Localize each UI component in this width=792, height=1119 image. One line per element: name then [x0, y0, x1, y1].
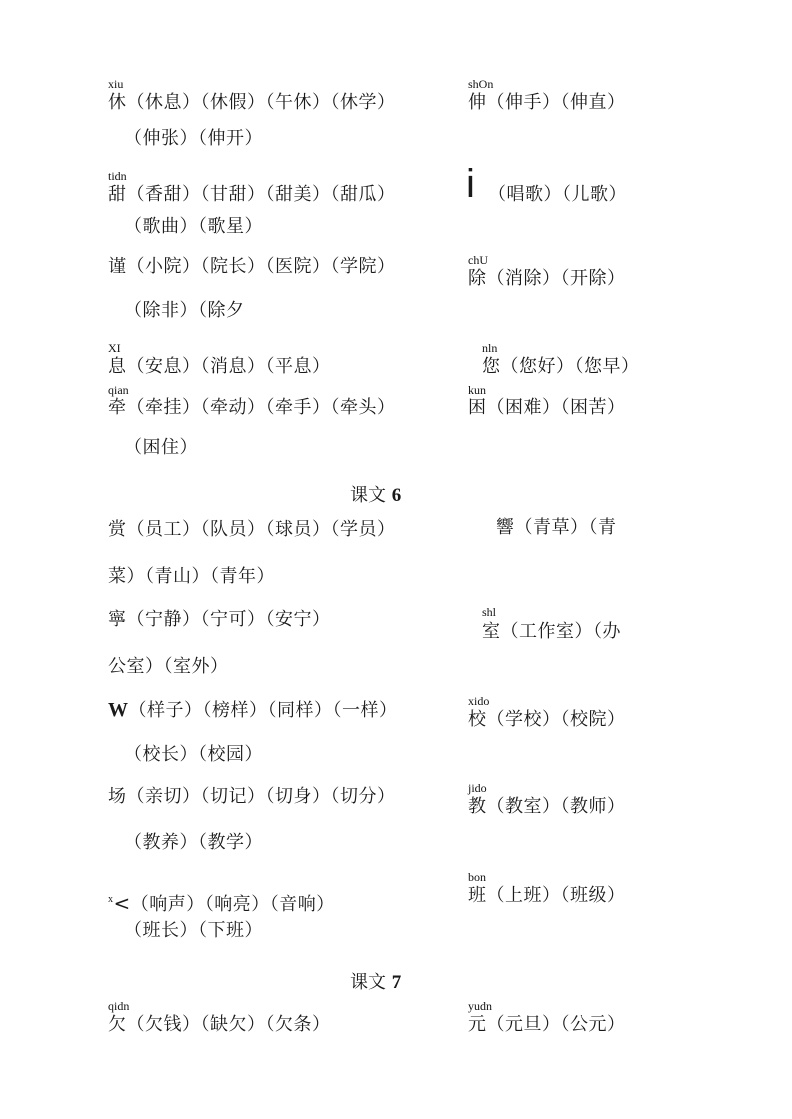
pinyin-ban: bon	[468, 870, 486, 884]
entry-xiang-line2: （班长）（下班）	[124, 920, 263, 941]
entry-yang-line1	[108, 699, 398, 722]
entry-shi-line1: 室（工作室）（办	[482, 621, 621, 642]
entry-nin-line1: 您（您好）（您早）	[482, 356, 640, 377]
pinyin-shen: shOn	[468, 77, 494, 91]
entry-ge-line1: （唱歌）（儿歌）	[488, 184, 627, 205]
glyph-xiang-sup: x	[108, 894, 114, 905]
pinyin-chu: chU	[468, 253, 488, 267]
entry-tian-line1: 甜（香甜）（甘甜）（甜美）（甜瓜）	[108, 184, 396, 205]
lesson-6-label: 课文	[350, 485, 386, 506]
entry-xiu-line2: （伸张）（伸开）	[124, 128, 263, 149]
entry-ning-line2: 公室）（室外）	[108, 656, 229, 677]
entry-xiao-line1: 校（学校）（校院）	[468, 709, 626, 730]
pinyin-qian2: qidn	[108, 999, 130, 1013]
entry-chu-line1: 除（消除）（开除）	[468, 268, 626, 289]
glyph-ge: i	[466, 162, 475, 206]
pinyin-shi: shl	[482, 605, 497, 619]
pinyin-tian: tidn	[108, 169, 127, 183]
entry-xiang-line1	[108, 889, 335, 916]
pinyin-xiao: xido	[468, 694, 490, 708]
entry-yuan-line1: 谨（小院）（院长）（医院）（学院）	[108, 256, 396, 277]
lesson-7-number: 7	[391, 972, 402, 993]
entry-xiang-words: （响声）（响亮）（音响）	[130, 894, 335, 915]
glyph-yang-bold: W	[108, 699, 129, 721]
pinyin-xiu: xiu	[108, 77, 124, 91]
lesson-7-label: 课文	[350, 972, 386, 993]
entry-shen-line1: 伸（伸手）（伸直）	[468, 92, 626, 113]
entry-qian-line1: 牵（牵挂）（牵动）（牵手）（牵头）	[108, 397, 396, 418]
pinyin-nin: nln	[482, 341, 498, 355]
entry-ban-line1: 班（上班）（班级）	[468, 885, 626, 906]
entry-yuan3-line1: 元（元旦）（公元）	[468, 1014, 626, 1035]
entry-ning-line1: 寧（宁静）（宁可）（安宁）	[108, 609, 331, 630]
pinyin-jiao: jido	[468, 781, 487, 795]
entry-yang-words: （样子）（榜样）（同样）（一样）	[128, 700, 398, 721]
pinyin-kun: kun	[468, 383, 486, 397]
entry-yuan-line2: （除非）（除夕	[124, 300, 245, 321]
entry-qie-line1: 场（亲切）（切记）（切身）（切分）	[108, 786, 396, 807]
lesson-6-heading	[350, 481, 401, 507]
lesson-7-heading	[350, 968, 401, 994]
glyph-xiang-lt: <	[113, 891, 131, 915]
pinyin-qian: qian	[108, 383, 129, 397]
entry-qian2-line1: 欠（欠钱）（缺欠）（欠条）	[108, 1014, 331, 1035]
entry-qie-line2: （教养）（教学）	[124, 832, 263, 853]
entry-yang-line2: （校长）（校园）	[124, 744, 263, 765]
entry-xi-line1: 息（安息）（消息）（平息）	[108, 356, 331, 377]
entry-yuan2-line1: 赏（员工）（队员）（球员）（学员）	[108, 519, 396, 540]
entry-tian-line2: （歌曲）（歌星）	[124, 216, 263, 237]
entry-jiao-line1: 教（教室）（教师）	[468, 796, 626, 817]
entry-yuan2-line2: 菜）（青山）（青年）	[108, 566, 275, 587]
entry-qian-line2: （困住）	[124, 437, 198, 458]
lesson-6-number: 6	[391, 485, 402, 506]
pinyin-xi: XI	[108, 341, 121, 355]
entry-qing-line1: 響（青草）（青	[496, 517, 617, 538]
entry-kun-line1: 困（困难）（困苦）	[468, 397, 626, 418]
pinyin-yuan3: yudn	[468, 999, 492, 1013]
entry-xiu-line1: 休（休息）（休假）（午休）（休学）	[108, 92, 396, 113]
